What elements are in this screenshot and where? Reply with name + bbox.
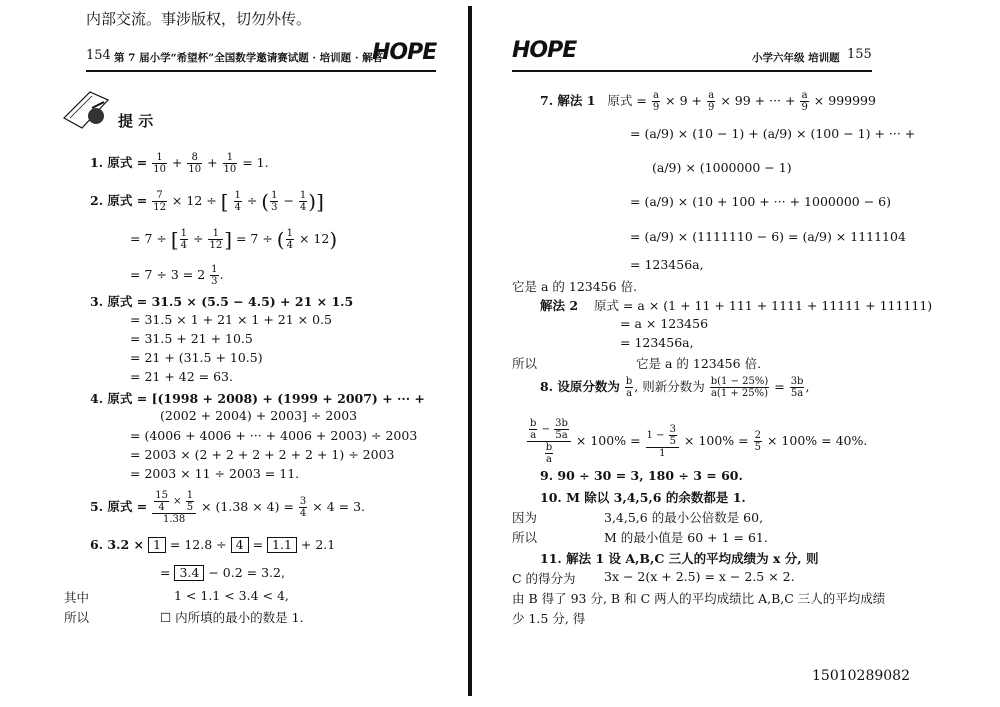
hint-6-label: 6. 3.2 × (90, 537, 144, 552)
hint-3-line-4: = 21 + (31.5 + 10.5) (130, 350, 263, 365)
hint-2-result: = 7 ÷ 3 = 2 (130, 267, 206, 282)
left-header-title: 第 7 届小学“希望杯”全国数学邀请赛试题 · 培训题 · 解答 (114, 52, 384, 64)
hint-2-step: = 7 ÷ (130, 231, 167, 246)
right-page-number: 155 (847, 47, 872, 62)
section-illustration-icon (62, 88, 112, 135)
hint-7-label: 7. 解法 1 (540, 93, 596, 108)
hint-5-result: × 4 = 3. (312, 499, 366, 514)
hint-7-line-3: (a/9) × (1000000 − 1) (652, 160, 792, 175)
hint-1: 1. 原式 = $\frac{1}{10}$ + $\frac{8}{10}$ + $\frac{1}{10}$ = 1. (90, 152, 269, 175)
hint-10-so-label: 所以 (512, 530, 538, 545)
hint-2-line-1: 2. 原式 = $\frac{7}{12}$ × 12 ÷ [ $\frac{1}{4}$ ÷ ( $\frac{1}{3}$ − $\frac{1}{4}$ )] (90, 189, 324, 214)
hint-10-because: 3,4,5,6 的最小公倍数是 60, (604, 510, 764, 525)
hint-2-line-2: = 7 ÷ [ $\frac{1}{4}$ ÷ $\frac{1}{12}$ ] = 7 ÷ ( $\frac{1}{4}$ × 12) (130, 227, 338, 252)
right-header-grade: 小学六年级 培训题 (752, 52, 840, 64)
hint-8-label: 8. 设原分数为 (540, 379, 620, 394)
page-gutter (468, 6, 472, 696)
hint-6-step: = 12.8 ÷ (169, 537, 227, 552)
hint-7-line-2: = (a/9) × (10 − 1) + (a/9) × (100 − 1) + ··· + (630, 126, 916, 141)
hint-8-step-1: × 100% = (575, 433, 641, 448)
hint-2-label: 2. 原式 = (90, 193, 148, 208)
hint-4-line-3: = (4006 + 4006 + ··· + 4006 + 2003) ÷ 2003 (130, 428, 418, 443)
answer-box-1: 1 (148, 537, 166, 553)
left-header-rule (86, 70, 436, 72)
hope-logo-right: HOPE (512, 38, 577, 63)
hint-10-so: M 的最小值是 60 + 1 = 61. (604, 530, 768, 545)
hint-6-line-2 (160, 565, 285, 581)
hint-7-method-2-line-3: = 123456a, (620, 335, 694, 350)
hint-4-line-1: 4. 原式 = [(1998 + 2008) + (1999 + 2007) + ··· + (90, 391, 425, 406)
hint-10-because-label: 因为 (512, 510, 538, 525)
hint-6-note-2: ☐ 内所填的最小的数是 1. (160, 610, 304, 625)
hint-3-line-2: = 31.5 × 1 + 21 × 1 + 21 × 0.5 (130, 312, 332, 327)
left-page-number: 154 (86, 48, 111, 63)
hint-8-line-2: $\frac{b}{a}$ − $\frac{3b}{5a}$ $\frac{b}{a}$ × 100% = 1 − $\frac{3}{5}$ 1 × 100% = $\frac{2}{5}$ × 100% = 40%. (526, 418, 867, 465)
hint-11-line-2: 3x − 2(x + 2.5) = x − 2.5 × 2. (604, 569, 795, 584)
answer-box-3: 1.1 (267, 537, 297, 553)
hint-5-label: 5. 原式 = (90, 499, 148, 514)
hint-8-mid: , 则新分数为 (634, 379, 705, 394)
hint-6-note-1: 1 < 1.1 < 3.4 < 4, (174, 588, 289, 603)
hint-4-line-5: = 2003 × 11 ÷ 2003 = 11. (130, 466, 300, 481)
hint-3-line-5: = 21 + 42 = 63. (130, 369, 233, 384)
copyright-notice: 内部交流。事涉版权，切勿外传。 (86, 10, 312, 28)
hint-6-plus: + 2.1 (300, 537, 336, 552)
hint-7-line-6: = 123456a, (630, 257, 704, 272)
section-title: 提 示 (118, 112, 154, 130)
hint-7-method-2-label: 解法 2 (540, 298, 579, 313)
hint-3-line-1: 3. 原式 = 31.5 × (5.5 − 4.5) + 21 × 1.5 (90, 294, 354, 309)
hint-9: 9. 90 ÷ 30 = 3, 180 ÷ 3 = 60. (540, 468, 743, 483)
hint-6-eq: = (252, 537, 264, 552)
hint-3-line-3: = 31.5 + 21 + 10.5 (130, 331, 253, 346)
hint-6-eq2: = (160, 565, 171, 580)
hint-7-method-2-line-2: = a × 123456 (620, 316, 709, 331)
hint-1-label: 1. 原式 = (90, 155, 148, 170)
hint-5-step: × (1.38 × 4) = (201, 499, 294, 514)
hint-8-line-1: 8. 设原分数为 $\frac{b}{a}$ , 则新分数为 $\frac{b(1 - 25\%)}{a(1 + 25\%)}$ = $\frac{3b}{5a}$ , (540, 376, 810, 399)
hint-11-line-2-label: C 的得分为 (512, 571, 576, 586)
answer-box-2: 4 (231, 537, 249, 553)
hint-4-line-2: (2002 + 2004) + 2003] ÷ 2003 (160, 408, 358, 423)
hint-7-line-7: 它是 a 的 123456 倍. (512, 279, 638, 294)
hint-11-line-4: 少 1.5 分, 得 (512, 611, 586, 626)
hint-7-start: 原式 = (607, 93, 647, 108)
hint-7-conclusion-label: 所以 (512, 356, 538, 371)
hint-8-step-2: × 100% = (684, 433, 749, 448)
hint-7-line-1: 7. 解法 1 原式 = $\frac{a}{9}$ × 9 + $\frac{a}{9}$ × 99 + ··· + $\frac{a}{9}$ × 999999 (540, 90, 876, 113)
hint-7-line-5: = (a/9) × (1111110 − 6) = (a/9) × 1111104 (630, 229, 906, 244)
hint-4-line-4: = 2003 × (2 + 2 + 2 + 2 + 2 + 1) ÷ 2003 (130, 447, 395, 462)
hint-11-line-3: 由 B 得了 93 分, B 和 C 两人的平均成绩比 A,B,C 三人的平均成绩 (512, 591, 886, 606)
hint-6-result: − 0.2 = 3.2, (208, 565, 285, 580)
footer-number: 15010289082 (812, 668, 910, 684)
hint-7-conclusion: 它是 a 的 123456 倍. (636, 356, 762, 371)
hint-5: 5. 原式 = $\frac{15}{4}$ × $\frac{1}{5}$ 1.38 × (1.38 × 4) = $\frac{3}{4}$ × 4 = 3. (90, 490, 366, 525)
hint-2-line-3: = 7 ÷ 3 = 2 $\frac{1}{3}$ . (130, 264, 224, 287)
answer-box-4: 3.4 (174, 565, 204, 581)
right-header-rule (512, 70, 872, 72)
hint-7-method-2-line-1: 原式 = a × (1 + 11 + 111 + 1111 + 11111 + 111111) (594, 298, 933, 313)
hint-11-line-1: 11. 解法 1 设 A,B,C 三人的平均成绩为 x 分, 则 (540, 551, 819, 566)
hint-8-result: × 100% = 40%. (766, 433, 868, 448)
hint-10: 10. M 除以 3,4,5,6 的余数都是 1. (540, 490, 746, 505)
hint-7-line-4: = (a/9) × (10 + 100 + ··· + 1000000 − 6) (630, 194, 891, 209)
hope-logo-left: HOPE (372, 40, 437, 65)
hint-6-note-label-2: 所以 (64, 610, 90, 625)
hint-6-note-label-1: 其中 (64, 590, 90, 605)
hint-6-line-1 (90, 537, 335, 553)
